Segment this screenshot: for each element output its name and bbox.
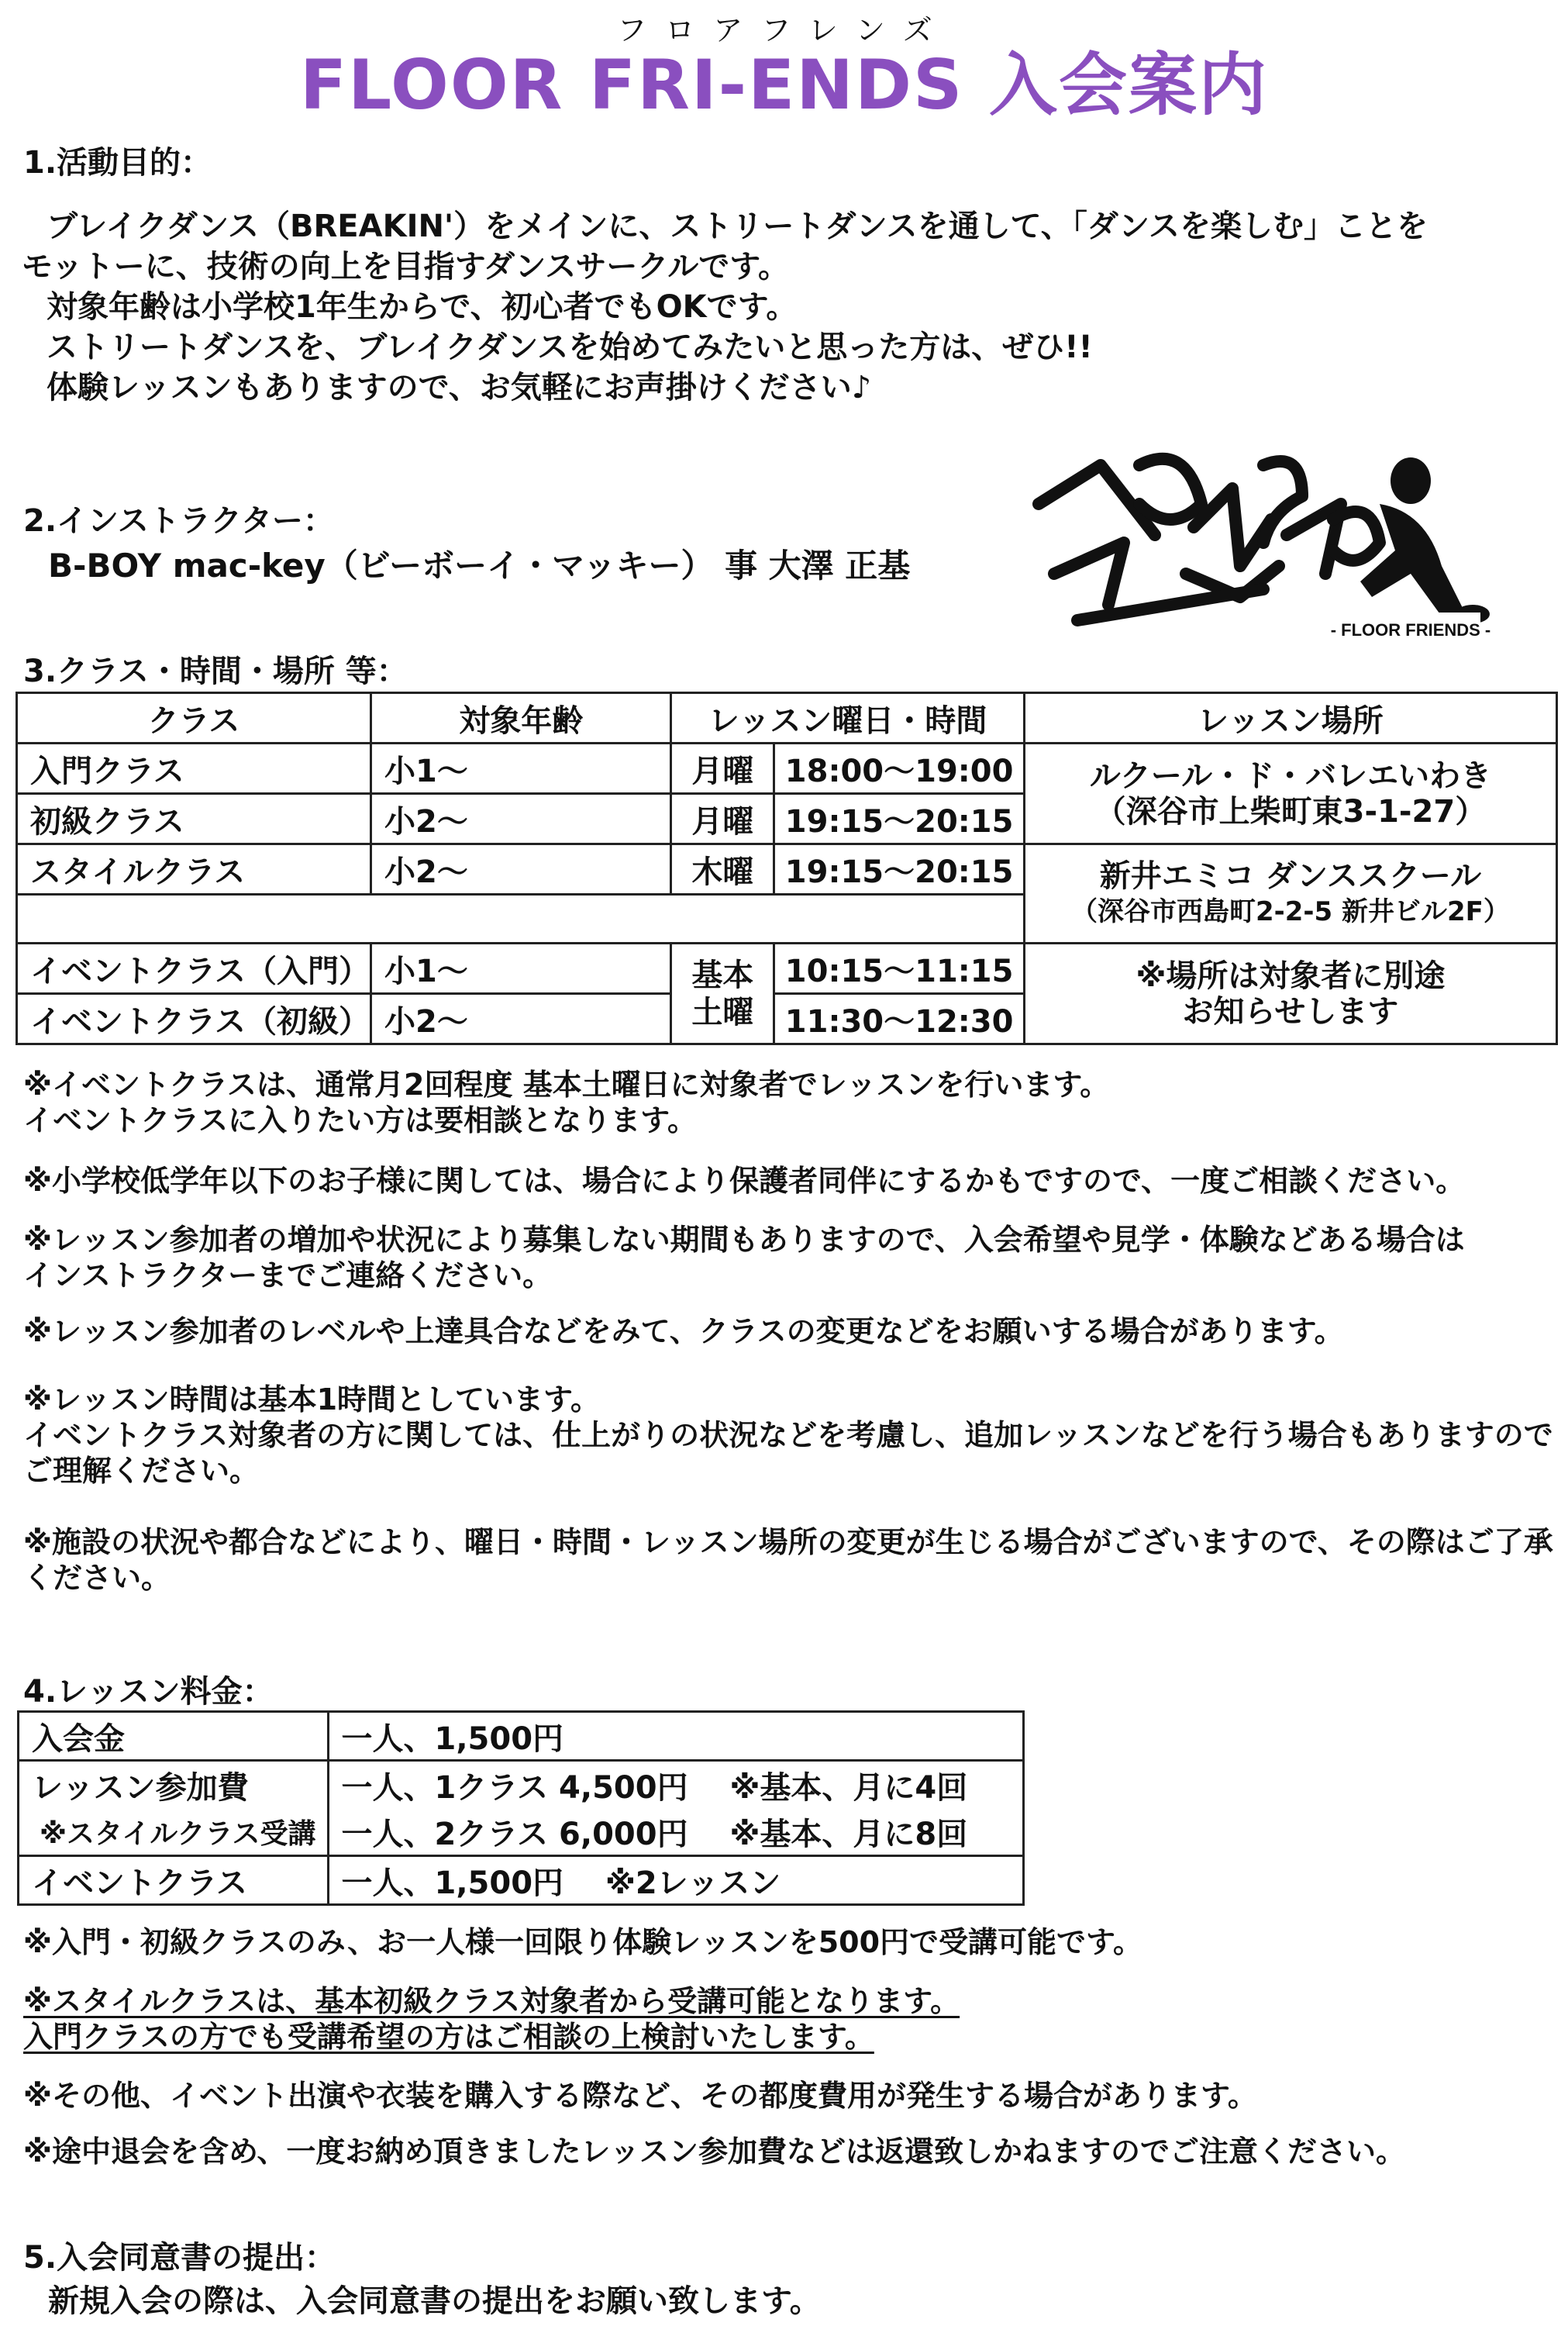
table-row (19, 1856, 1024, 1905)
admission-value: 一人、1,500円 (328, 1712, 1024, 1761)
style-class-value: 一人、2クラス 6,000円 ※基本、月に8回 (328, 1808, 1024, 1856)
table-row (19, 1712, 1024, 1761)
purpose-line-5: 体験レッスンもありますので、お気軽にお声掛けください♪ (47, 370, 872, 405)
page-title: FLOOR FRI-ENDS 入会案内 (299, 45, 1269, 125)
note-trial-lesson: ※入門・初級クラスのみ、お一人様一回限り体験レッスンを500円で受講可能です。 (23, 1925, 1142, 1959)
note-event-class: ※イベントクラスは、通常月2回程度 基本土曜日に対象者でレッスンを行います。 イベントクラスに入りたい方は要相談となります。 (23, 1068, 1110, 1137)
note-class-change: ※レッスン参加者のレベルや上達具合などをみて、クラスの変更などをお願いする場合があります。 (23, 1314, 1344, 1348)
place-cell-1 (1024, 744, 1556, 844)
day-cell: 月曜 (671, 794, 774, 844)
event-day-cell: 基本 土曜 (671, 944, 774, 1044)
purpose-line-3: 対象年齢は小学校1年生からで、初心者でもOKです。 (47, 289, 798, 325)
age-cell: 小1～ (371, 944, 671, 994)
section-2-heading: 2.インストラクター： (23, 503, 335, 539)
admission-label: 入会金 (19, 1712, 329, 1761)
place-cell-2 (1024, 844, 1556, 944)
instructor-name: B-BOY mac-key（ビーボーイ・マッキー） 事 大澤 正基 (48, 547, 911, 585)
place-2-name: 新井エミコ ダンススクール (1099, 858, 1482, 894)
time-cell: 19:15～20:15 (774, 844, 1025, 895)
graffiti-logo-icon (1008, 419, 1504, 651)
consent-line: 新規入会の際は、入会同意書の提出をお願い致します。 (48, 2283, 821, 2319)
age-cell: 小2～ (371, 844, 671, 895)
header-class: クラス (17, 693, 371, 744)
lesson-fee-value: 一人、1クラス 4,500円 ※基本、月に4回 (328, 1761, 1024, 1809)
age-cell: 小1～ (371, 744, 671, 794)
time-cell: 11:30～12:30 (774, 994, 1025, 1044)
purpose-line-1: ブレイクダンス（BREAKIN'）をメインに、ストリートダンスを通して、「ダンスを楽しむ」ことを (47, 209, 1428, 244)
title-ruby: フロアフレンズ (617, 13, 951, 47)
place-2-address: （深谷市西島町2-2-5 新井ビル2F） (1070, 896, 1510, 927)
note-lesson-time: ※レッスン時間は基本1時間としています。 イベントクラス対象者の方に関しては、仕上がりの状況などを考慮し、追加レッスンなどを行う場合もありますので ご理解ください。 (23, 1382, 1553, 1488)
class-schedule-table (16, 692, 1558, 1045)
class-cell: イベントクラス（初級） (17, 994, 371, 1044)
day-cell: 月曜 (671, 744, 774, 794)
table-header-row (17, 693, 1557, 744)
place-cell-3: ※場所は対象者に別途 お知らせします (1024, 944, 1556, 1044)
place-1-name: ルクール・ド・バレエいわき (1089, 758, 1492, 794)
section-4-heading: 4.レッスン料金： (23, 1674, 274, 1710)
table-row (19, 1808, 1024, 1856)
table-row (19, 1761, 1024, 1809)
time-cell: 18:00～19:00 (774, 744, 1025, 794)
note-extra-costs: ※その他、イベント出演や衣装を購入する際など、その都度費用が発生する場合があります。 (23, 2079, 1257, 2113)
time-cell: 19:15～20:15 (774, 794, 1025, 844)
class-cell: 入門クラス (17, 744, 371, 794)
note-refund: ※途中退会を含め、一度お納め頂きましたレッスン参加費などは返還致しかねますのでご注意ください。 (23, 2134, 1406, 2169)
age-cell: 小2～ (371, 994, 671, 1044)
table-row (17, 844, 1557, 895)
day-cell: 木曜 (671, 844, 774, 895)
section-5-heading: 5.入会同意書の提出： (23, 2240, 336, 2276)
logo-caption: - FLOOR FRIENDS - (1330, 620, 1491, 640)
event-class-label: イベントクラス (19, 1856, 329, 1905)
note-schedule-change: ※施設の状況や都合などにより、曜日・時間・レッスン場所の変更が生じる場合がございますので、その際はご了承 ください。 (23, 1525, 1553, 1595)
note-guardian: ※小学校低学年以下のお子様に関しては、場合により保護者同伴にするかもですので、一度ご相談ください。 (23, 1164, 1466, 1198)
purpose-line-2: モットーに、技術の向上を目指すダンスサークルです。 (22, 249, 789, 285)
place-1-address: （深谷市上柴町東3-1-27） (1094, 793, 1487, 830)
section-1-heading: 1.活動目的： (23, 145, 212, 181)
floor-friends-logo (1008, 419, 1504, 651)
note-style-class: ※スタイルクラスは、基本初級クラス対象者から受講可能となります。 入門クラスの方でも受講希望の方はご相談の上検討いたします。 (23, 1984, 960, 2054)
event-class-value: 一人、1,500円 ※2レッスン (328, 1856, 1024, 1905)
purpose-line-4: ストリートダンスを、ブレイクダンスを始めてみたいと思った方は、ぜひ!! (47, 330, 1093, 365)
class-cell: イベントクラス（入門） (17, 944, 371, 994)
fee-table (17, 1710, 1025, 1906)
class-cell: 初級クラス (17, 794, 371, 844)
section-3-heading: 3.クラス・時間・場所 等： (23, 654, 408, 689)
note-recruitment: ※レッスン参加者の増加や状況により募集しない期間もありますので、入会希望や見学・体験などある場合は インストラクターまでご連絡ください。 (23, 1223, 1465, 1292)
table-row (17, 744, 1557, 794)
time-cell: 10:15～11:15 (774, 944, 1025, 994)
header-age: 対象年齢 (371, 693, 671, 744)
style-class-label: ※スタイルクラス受講 (19, 1808, 329, 1856)
header-day-time: レッスン曜日・時間 (671, 693, 1024, 744)
class-cell: スタイルクラス (17, 844, 371, 895)
age-cell: 小2～ (371, 794, 671, 844)
table-row (17, 944, 1557, 994)
header-place: レッスン場所 (1024, 693, 1556, 744)
spacer-cell (17, 895, 1025, 944)
lesson-fee-label: レッスン参加費 (19, 1761, 329, 1809)
